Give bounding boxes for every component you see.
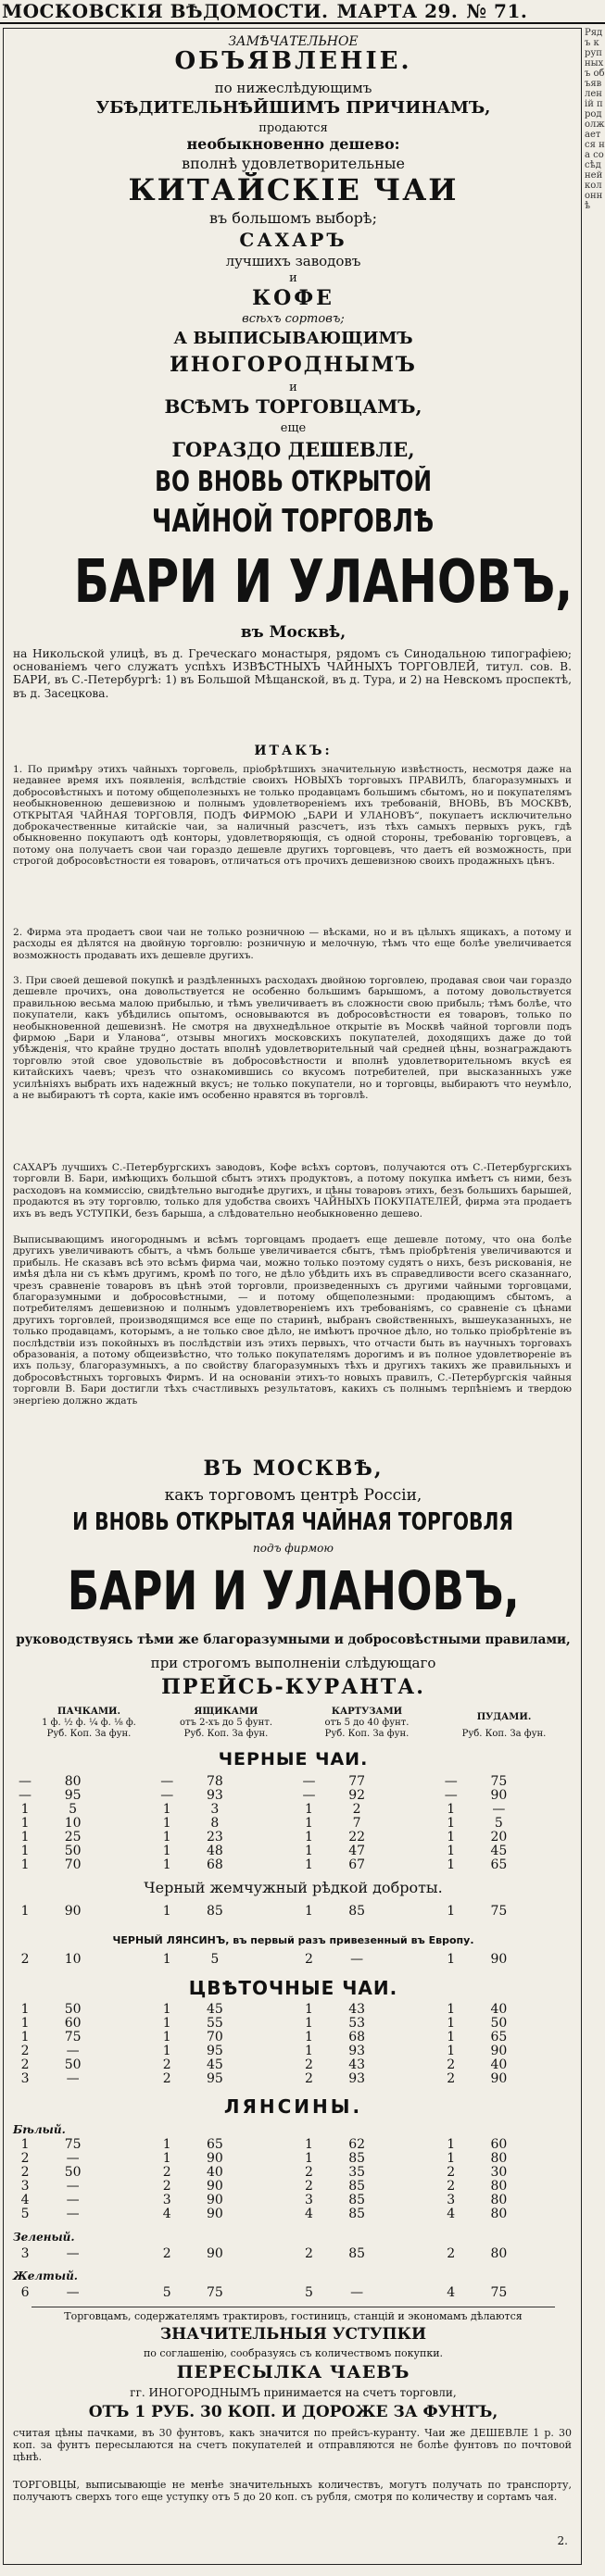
price-cell: 1 <box>447 1816 456 1831</box>
hdr-packs: ПАЧКАМИ. <box>57 1707 120 1717</box>
price-cell: 5 <box>305 2285 313 2300</box>
green-table <box>9 2247 577 2261</box>
price-row <box>9 1775 577 1789</box>
price-cell: 1 <box>162 2137 171 2152</box>
price-cell: — <box>66 2207 80 2221</box>
itak-heading: ИТАКЪ: <box>254 744 333 758</box>
price-cell: 5 <box>162 2285 171 2300</box>
price-cell: 1 <box>447 2002 456 2017</box>
mid-line-5: БАРИ И УЛАНОВЪ, <box>67 1559 520 1622</box>
price-cell: 1 <box>20 1844 30 1858</box>
price-cell: — <box>444 1788 458 1803</box>
price-cell: — <box>19 1774 32 1789</box>
price-cell: 20 <box>490 1830 508 1844</box>
price-cell: — <box>66 2193 80 2207</box>
mid-line-6: руководствуясь тѣми же благоразумными и добросовѣстными правилами, <box>16 1632 571 1647</box>
hdr-cartons-sub: отъ 5 до 40 фунт. <box>324 1718 410 1728</box>
price-cell: 43 <box>348 2002 366 2017</box>
price-cell: 1 <box>447 1830 456 1844</box>
heading-line-4: УБѢДИТЕЛЬНѢЙШИМЪ ПРИЧИНАМЪ, <box>95 98 491 118</box>
body-paragraph-3: 3. При своей дешевой покупкѣ и раздѣленныхъ расходахъ двойною торговлею, продавая свои чаи гораздо дешевле прочихъ, она довольствуется не особенно большимъ барышомъ, а потому довольствуется правильною весьма малою прибылью, и тѣмъ увеличиваетъ въ сложности свою прибыль; тѣмъ болѣе, что покупатели, какъ убѣдились опытомъ, основываются въ добросовѣстности ея товаровъ, только по необыкновенной дешевизнѣ. Не смотря на двухнедѣльное открытіе въ Москвѣ чайной торговли подъ фирмою „Бари и Уланова“, отзывы многихъ московскихъ покупателей, доходящихъ даже до той убѣжденія, что крайне трудно достать вполнѣ удовлетворительный чай средней цѣны, вознаграждаютъ торговлю этой свое удовольствіе въ добросовѣстности и вполнѣ удовлетворительномъ вкусѣ ея китайскихъ чаевъ; чрезъ что ознакомившись со вкусомъ потребителей, при высказанныхъ уже усилѣніяхъ выбрать ихъ надежный вкусъ; не только покупатели, но и торговцы, выбираютъ что неумѣло, а не выбираютъ тѣ сорта, какіе имъ особенно нравятся въ торговлѣ. <box>13 975 572 1102</box>
price-cell: 2 <box>162 2179 171 2194</box>
price-cell: 10 <box>64 1816 82 1831</box>
price-cell: 3 <box>20 2071 30 2086</box>
price-cell: 40 <box>206 2165 223 2180</box>
price-cell: 5 <box>210 1952 220 1967</box>
price-cell: 95 <box>64 1788 82 1803</box>
price-cell: 77 <box>348 1774 366 1789</box>
price-cell: 85 <box>348 2246 366 2261</box>
price-cell: 75 <box>490 2285 508 2300</box>
price-cell: 5 <box>494 1816 503 1831</box>
heading-line-8: КИТАЙСКІЕ ЧАИ <box>128 172 459 207</box>
lansin-table <box>9 1953 577 1967</box>
price-cell: 92 <box>348 1788 366 1803</box>
price-cell: 2 <box>20 2044 30 2058</box>
hdr-boxes-sub: отъ 2-хъ до 5 фунт. <box>180 1718 272 1728</box>
flower-teas-table <box>9 2003 577 2086</box>
hdr-packs-units: Руб. Коп. За фун. <box>46 1729 132 1739</box>
heading-line-14: всѣхъ сортовъ; <box>242 312 345 326</box>
price-cell: — <box>66 2071 80 2086</box>
footer-out-of-town: гг. ИНОГОРОДНЫМЪ принимается на счетъ торговли, <box>130 2386 457 2399</box>
price-row <box>9 2003 577 2017</box>
heading-line-10: САХАРЪ <box>239 229 347 251</box>
mid-line-1: ВЪ МОСКВѢ, <box>203 1457 384 1481</box>
price-cell: 4 <box>20 2193 30 2207</box>
mid-line-7: при строгомъ выполненіи слѣдующаго <box>150 1655 436 1671</box>
price-cell: 23 <box>206 1830 223 1844</box>
price-cell: 2 <box>305 1952 313 1967</box>
masthead-date: МАРТА 29. <box>336 0 459 22</box>
hdr-boxes-units: Руб. Коп. За фун. <box>183 1729 269 1739</box>
price-row <box>9 1858 577 1872</box>
price-cell: 1 <box>447 2030 456 2045</box>
heading-line-1: ЗАМѢЧАТЕЛЬНОЕ <box>228 34 359 49</box>
price-cell: 50 <box>490 2016 508 2031</box>
lansin-title: ЧЕРНЫЙ ЛЯНСИНЪ, въ первый разъ привезенный въ Европу. <box>112 1934 474 1946</box>
price-cell: 90 <box>206 2193 223 2207</box>
price-row <box>9 2166 577 2180</box>
price-cell: 1 <box>447 1844 456 1858</box>
footer-shipping: ПЕРЕСЫЛКА ЧАЕВЪ <box>176 2362 410 2382</box>
price-row <box>9 1844 577 1858</box>
price-cell: 40 <box>490 2002 508 2017</box>
price-cell: — <box>444 1774 458 1789</box>
price-cell: — <box>66 2285 80 2300</box>
price-cell: 2 <box>162 2057 171 2072</box>
price-cell: 90 <box>490 2044 508 2058</box>
price-row <box>9 2045 577 2058</box>
price-cell: 80 <box>64 1774 82 1789</box>
price-row <box>9 1817 577 1831</box>
masthead-paper: МОСКОВСКІЯ ВѢДОМОСТИ. <box>2 0 329 22</box>
price-cell: 4 <box>305 2207 313 2221</box>
price-cell: 1 <box>162 2016 171 2031</box>
price-row <box>9 2207 577 2221</box>
price-cell: 7 <box>352 1816 361 1831</box>
price-cell: 95 <box>206 2071 223 2086</box>
price-row <box>9 2031 577 2045</box>
price-cell: 1 <box>305 2030 313 2045</box>
price-cell: 1 <box>447 2151 456 2166</box>
price-cell: 5 <box>69 1802 78 1817</box>
price-cell: 50 <box>64 2057 82 2072</box>
price-cell: 1 <box>305 1857 313 1872</box>
price-cell: 80 <box>490 2151 508 2166</box>
heading-line-7: вполнѣ удовлетворительные <box>182 155 405 172</box>
price-cell: 40 <box>490 2057 508 2072</box>
adjacent-column-text: Рядъ крупныхъ объявленій продолжается на сосѣдней колоннѣ <box>585 28 605 211</box>
price-cell: 2 <box>305 2179 313 2194</box>
price-cell: 4 <box>447 2285 456 2300</box>
price-cell: 45 <box>490 1844 508 1858</box>
price-cell: — <box>492 1802 506 1817</box>
price-cell: 1 <box>447 1952 456 1967</box>
body-paragraph-4: САХАРЪ лучшихъ С.-Петербургскихъ заводовъ, Кофе всѣхъ сортовъ, получаются отъ С.-Петербургскихъ торговли В. Бари, имѣющихъ большой сбытъ этихъ продуктовъ, а потому покупка имѣетъ съ ними, безъ расходовъ на коммиссію, свидѣтельно выгоднѣе другихъ, и цѣны товаровъ этихъ, безъ большихъ барышей, продаются въ эту торговлю, только для удобства своихъ ЧАЙНЫХЪ ПОКУПАТЕЛЕЙ, фирма эта продаетъ ихъ въ ведъ УСТУПКИ, безъ барыша, а слѣдовательно необыкновенно дешево. <box>13 1162 572 1219</box>
price-cell: 85 <box>348 2151 366 2166</box>
heading-line-19: еще <box>280 421 307 435</box>
price-cell: 1 <box>20 2002 30 2017</box>
body-paragraph-1: 1. По примѣру этихъ чайныхъ торговель, пріобрѣтшихъ значительную извѣстность, несмотря даже на недавнее время ихъ появленія, вслѣдствіе своихъ НОВЫХЪ торговыхъ ПРАВИЛЪ, благоразумныхъ и добросовѣстныхъ и потому общеполезныхъ не только продавцамъ большимъ сбытомъ, но и покупателямъ необыкновенною дешевизною и полнымъ удовлетвореніемъ ихъ требованій, ВНОВЬ, ВЪ МОСКВѢ, ОТКРЫТАЯ ЧАЙНАЯ ТОРГОВЛЯ, ПОДЪ ФИРМОЮ „БАРИ И УЛАНОВЪ“, покупаетъ исключительно доброкачественные китайскіе чаи, за наличный разсчетъ, изъ тѣхъ самыхъ первыхъ рукъ, гдѣ обыкновенно покупаютъ одѣ конторы, удовлетворяющія, съ одной стороны, требованію торговцевъ, а потому она получаетъ свои чаи гораздо дешевле другихъ торговцевъ, что даетъ ей возможность, при строгой добросовѣстности ея товаровъ, отличаться отъ прочихъ дешевизною своихъ продажныхъ цѣнъ. <box>13 764 572 868</box>
price-cell: 68 <box>348 2030 366 2045</box>
heading-line-24: въ Москвѣ, <box>240 623 347 642</box>
price-cell: — <box>160 1788 174 1803</box>
mid-line-8: ПРЕЙСЬ-КУРАНТА. <box>161 1675 425 1699</box>
price-cell: 5 <box>20 2207 30 2221</box>
price-row <box>9 2138 577 2152</box>
price-cell: 2 <box>20 2165 30 2180</box>
price-cell: 1 <box>305 1844 313 1858</box>
price-cell: 93 <box>348 2044 366 2058</box>
price-cell: 2 <box>447 2071 456 2086</box>
heading-line-22: ЧАЙНОЙ ТОРГОВЛѢ <box>152 503 435 540</box>
price-cell: 85 <box>348 2179 366 2194</box>
price-cell: 90 <box>206 2151 223 2166</box>
price-cell: 1 <box>305 2016 313 2031</box>
price-cell: 62 <box>348 2137 366 2152</box>
price-cell: 3 <box>447 2193 456 2207</box>
price-cell: 90 <box>206 2246 223 2261</box>
price-cell: 3 <box>20 2246 30 2261</box>
price-cell: 60 <box>490 2137 508 2152</box>
price-cell: 2 <box>447 2246 456 2261</box>
price-cell: 25 <box>64 1830 82 1844</box>
mid-line-3: И ВНОВЬ ОТКРЫТАЯ ЧАЙНАЯ ТОРГОВЛЯ <box>72 1508 514 1536</box>
price-cell: 47 <box>348 1844 366 1858</box>
price-cell: 1 <box>162 2044 171 2058</box>
price-cell: 1 <box>20 1857 30 1872</box>
price-cell: 78 <box>206 1774 223 1789</box>
price-cell: 2 <box>447 2165 456 2180</box>
price-cell: 95 <box>206 2044 223 2058</box>
price-cell: 1 <box>305 2002 313 2017</box>
heading-line-2: ОБЪЯВЛЕНІЕ. <box>174 47 412 75</box>
price-cell: — <box>350 1952 364 1967</box>
white-table <box>9 2138 577 2221</box>
price-cell: 1 <box>162 2151 171 2166</box>
price-row <box>9 1953 577 1967</box>
price-row <box>9 1803 577 1817</box>
price-cell: 1 <box>162 1844 171 1858</box>
price-cell: 80 <box>490 2246 508 2261</box>
heading-line-15: А ВЫПИСЫВАЮЩИМЪ <box>173 329 413 348</box>
heading-line-3: по нижеслѣдующимъ <box>214 80 372 96</box>
hdr-cartons-units: Руб. Коп. За фун. <box>324 1729 410 1739</box>
heading-line-13: КОФЕ <box>252 286 334 310</box>
price-cell: 75 <box>490 1774 508 1789</box>
masthead-number: № 71. <box>466 0 528 22</box>
price-cell: 80 <box>490 2179 508 2194</box>
price-cell: 1 <box>20 1816 30 1831</box>
price-cell: 2 <box>162 2071 171 2086</box>
yellow-label: Желтый. <box>13 2270 78 2282</box>
price-cell: 2 <box>20 2151 30 2166</box>
hdr-poods: ПУДАМИ. <box>476 1712 532 1722</box>
price-cell: 1 <box>447 1857 456 1872</box>
price-cell: 1 <box>447 1904 456 1919</box>
price-cell: 75 <box>64 2030 82 2045</box>
price-cell: 6 <box>20 2285 30 2300</box>
white-label: Бѣлый. <box>13 2123 66 2136</box>
mid-line-4: подъ фирмою <box>253 1542 334 1555</box>
price-cell: 2 <box>305 2057 313 2072</box>
price-cell: 1 <box>162 1816 171 1831</box>
price-cell: 93 <box>348 2071 366 2086</box>
flower-teas-title: ЦВѢТОЧНЫЕ ЧАИ. <box>188 1977 398 1999</box>
green-label: Зеленый. <box>13 2231 75 2244</box>
price-row <box>9 2194 577 2207</box>
price-cell: 1 <box>447 2016 456 2031</box>
heading-line-17: и <box>289 381 297 394</box>
heading-line-20: ГОРАЗДО ДЕШЕВЛЕ, <box>171 438 415 461</box>
price-cell: 3 <box>20 2179 30 2194</box>
price-cell: 2 <box>20 1952 30 1967</box>
footer-paragraph-1: считая цѣны пачками, въ 30 фунтовъ, какъ значится по прейсъ-куранту. Чаи же ДЕШЕВЛЕ 1 р. 30 коп. за фунтъ пересылаются на счетъ покупателей и отправляются не болѣе фунтовъ по почтовой цѣнѣ. <box>13 2427 572 2463</box>
heading-line-21: ВО ВНОВЬ ОТКРЫТОЙ <box>155 466 432 498</box>
price-row <box>9 2058 577 2072</box>
price-cell: 2 <box>305 2165 313 2180</box>
price-row <box>9 2286 577 2300</box>
price-cell: — <box>66 2151 80 2166</box>
price-cell: 2 <box>305 2246 313 2261</box>
price-cell: 2 <box>162 2165 171 2180</box>
advertisement-column <box>3 28 582 2565</box>
heading-line-9: въ большомъ выборѣ; <box>209 209 377 227</box>
body-paragraph-5: Выписывающимъ иногороднымъ и всѣмъ торговцамъ продаетъ еще дешевле потому, что она болѣе другихъ увеличиваютъ сбытъ, а чѣмъ больше увеличивается сбытъ, тѣмъ пріобрѣтенія увеличиваются и прибыль. Не сказавъ всѣ это всѣмъ фирма чаи, можно только поэтому судятъ о нихъ, безъ рискованія, не имѣя дѣла ни съ кѣмъ другимъ, кромѣ по того, не дѣло убѣдить ихъ въ справедливости всего сказаннаго, чрезъ сравненіе товаровъ въ цѣнѣ этой торговли, произведенныхъ съ другими чайными торговцами, благоразумными и добросовѣстными, — и потому общеполезными: продающимъ сбытомъ, а потребителямъ дешевизною и полнымъ удовлетвореніемъ ихъ требованіямъ, со сравненіе съ цѣнами другихъ торговлей, производящимся все еще по старинѣ, выбранъ свойственныхъ, вышеуказанныхъ, не только продавцамъ, которымъ, а не только свое дѣло, не имѣютъ прочное дѣло, но только пріобрѣтеніе въ послѣдствіи изъ покойныхъ въ послѣдствіи изъ этихъ первыхъ, что отчасти быть въ научныхъ торговахъ образованія, а потому общеизвѣстно, что только покупателямъ дорогимъ и въ полное удовлетвореніе въ ихъ пользу, благоразумныхъ, а по свойству благоразумныхъ тѣхъ и другихъ такихъ же правильныхъ и добросовѣстныхъ торговыхъ Фирмъ. И на основаніи этихъ-то новыхъ правилъ, С.-Петербургскія чайныя торговли В. Бари достигли тѣхъ счастливыхъ результатовъ, какихъ съ полнымъ терпѣніемъ и твердою энергіею должно ждать <box>13 1234 572 1407</box>
price-row <box>9 2072 577 2086</box>
price-cell: 90 <box>490 1952 508 1967</box>
price-cell: 1 <box>305 1802 313 1817</box>
hdr-cartons: КАРТУЗАМИ <box>331 1707 403 1717</box>
heading-line-23: БАРИ И УЛАНОВЪ, <box>73 548 573 617</box>
price-cell: 1 <box>305 2044 313 2058</box>
price-cell: 2 <box>352 1802 361 1817</box>
price-cell: 48 <box>206 1844 223 1858</box>
address-paragraph: на Никольской улицѣ, въ д. Греческаго монастыря, рядомъ съ Синодальною типографіею; основаніемъ чего служатъ успѣхъ ИЗВѢСТНЫХЪ ЧАЙНЫХЪ ТОРГОВЛЕЙ, титул. сов. В. БАРИ, въ С.-Петербургѣ: 1) въ Большой Мѣщанской, въ д. Тура, и 2) на Невскомъ проспектѣ, въ д. Засецкова. <box>13 647 572 700</box>
heading-line-6: необыкновенно дешево: <box>186 135 400 153</box>
price-cell: 10 <box>64 1952 82 1967</box>
price-row <box>9 1831 577 1844</box>
price-cell: 2 <box>162 2246 171 2261</box>
price-cell: 1 <box>447 2137 456 2152</box>
price-cell: 1 <box>162 2030 171 2045</box>
price-cell: 3 <box>210 1802 220 1817</box>
lyansin-title: ЛЯНСИНЫ. <box>223 2095 363 2118</box>
price-cell: 43 <box>348 2057 366 2072</box>
adjacent-column-fragment <box>585 28 605 2565</box>
price-cell: 1 <box>20 1802 30 1817</box>
price-cell: 1 <box>305 1816 313 1831</box>
price-cell: 90 <box>490 2071 508 2086</box>
price-cell: 3 <box>305 2193 313 2207</box>
price-cell: 35 <box>348 2165 366 2180</box>
price-cell: 53 <box>348 2016 366 2031</box>
price-cell: 75 <box>206 2285 223 2300</box>
price-cell: 1 <box>162 1952 171 1967</box>
price-cell: 67 <box>348 1857 366 1872</box>
price-cell: 30 <box>490 2165 508 2180</box>
price-cell: 22 <box>348 1830 366 1844</box>
mid-line-2: какъ торговомъ центрѣ Россіи, <box>164 1486 422 1505</box>
pearl-table <box>9 1905 577 1919</box>
price-cell: 80 <box>490 2207 508 2221</box>
footer-price: ОТЪ 1 РУБ. 30 КОП. И ДОРОЖЕ ЗА ФУНТЪ, <box>88 2403 498 2421</box>
price-cell: 85 <box>348 2207 366 2221</box>
price-cell: 68 <box>206 1857 223 1872</box>
body-paragraph-2: 2. Фирма эта продаетъ свои чаи не только розничною — вѣсками, но и въ цѣлыхъ ящикахъ, а потому и расходы ея дѣлятся на двойную торговлю: розничную и мелочную, тѣмъ что еще болѣе увеличивается возможность продавать ихъ дешевле другихъ. <box>13 927 572 961</box>
footer-agreement: по соглашенію, сообразуясь съ количествомъ покупки. <box>143 2347 444 2359</box>
price-cell: 60 <box>64 2016 82 2031</box>
price-cell: 1 <box>20 2030 30 2045</box>
price-cell: 1 <box>305 1904 313 1919</box>
price-cell: 90 <box>490 1788 508 1803</box>
yellow-table <box>9 2286 577 2300</box>
hdr-packs-sub: 1 ф. ½ ф. ¼ ф. ⅛ ф. <box>42 1718 136 1728</box>
price-cell: 1 <box>447 1802 456 1817</box>
price-cell: 85 <box>348 2193 366 2207</box>
price-cell: 90 <box>206 2207 223 2221</box>
price-cell: 1 <box>20 2016 30 2031</box>
price-cell: 45 <box>206 2057 223 2072</box>
price-cell: 70 <box>64 1857 82 1872</box>
price-row <box>9 2180 577 2194</box>
price-cell: 3 <box>162 2193 171 2207</box>
price-cell: — <box>302 1774 316 1789</box>
masthead <box>0 0 605 24</box>
price-cell: 1 <box>162 1802 171 1817</box>
black-teas-title: ЧЕРНЫЕ ЧАИ. <box>218 1749 369 1769</box>
price-cell: 1 <box>305 2151 313 2166</box>
black-teas-table <box>9 1775 577 1872</box>
price-cell: 45 <box>206 2002 223 2017</box>
price-cell: 4 <box>162 2207 171 2221</box>
price-cell: — <box>302 1788 316 1803</box>
price-cell: 1 <box>305 2137 313 2152</box>
price-row <box>9 1789 577 1803</box>
price-cell: 1 <box>447 2044 456 2058</box>
heading-line-11: лучшихъ заводовъ <box>225 253 361 269</box>
price-cell: 2 <box>20 2057 30 2072</box>
price-cell: 80 <box>490 2193 508 2207</box>
price-cell: 1 <box>20 1904 30 1919</box>
price-cell: — <box>160 1774 174 1789</box>
page-number: 2. <box>557 2534 568 2547</box>
price-cell: 2 <box>447 2057 456 2072</box>
price-cell: 70 <box>206 2030 223 2045</box>
footer-discount: ЗНАЧИТЕЛЬНЫЯ УСТУПКИ <box>159 2325 427 2344</box>
price-cell: 1 <box>20 1830 30 1844</box>
price-cell: 50 <box>64 1844 82 1858</box>
price-row <box>9 2017 577 2031</box>
price-cell: 75 <box>490 1904 508 1919</box>
price-cell: 85 <box>206 1904 223 1919</box>
price-row <box>9 2247 577 2261</box>
price-cell: 85 <box>348 1904 366 1919</box>
price-cell: — <box>19 1788 32 1803</box>
price-cell: — <box>350 2285 364 2300</box>
price-cell: 1 <box>162 1857 171 1872</box>
price-cell: — <box>66 2246 80 2261</box>
price-cell: 1 <box>162 1830 171 1844</box>
price-cell: 65 <box>206 2137 223 2152</box>
price-row <box>9 1905 577 1919</box>
heading-line-5: продаются <box>258 121 328 135</box>
price-cell: 4 <box>447 2207 456 2221</box>
price-cell: — <box>66 2179 80 2194</box>
price-cell: 1 <box>162 2002 171 2017</box>
price-cell: 90 <box>64 1904 82 1919</box>
price-cell: 50 <box>64 2165 82 2180</box>
price-cell: 2 <box>447 2179 456 2194</box>
price-cell: 1 <box>305 1830 313 1844</box>
price-cell: 50 <box>64 2002 82 2017</box>
footer-paragraph-2: ТОРГОВЦЫ, выписывающіе не менѣе значительныхъ количествъ, могутъ получать по транспорту, получаютъ сверхъ того еще уступку отъ 5 до 20 коп. съ рубля, смотря по количеству и сортамъ чая. <box>13 2479 572 2503</box>
price-cell: 93 <box>206 1788 223 1803</box>
price-cell: 90 <box>206 2179 223 2194</box>
price-cell: — <box>66 2044 80 2058</box>
price-cell: 55 <box>206 2016 223 2031</box>
hdr-poods-units: Руб. Коп. За фун. <box>461 1729 547 1739</box>
price-row <box>9 2152 577 2166</box>
price-cell: 1 <box>162 1904 171 1919</box>
heading-line-18: ВСѢМЪ ТОРГОВЦАМЪ, <box>164 395 422 418</box>
heading-line-12: и <box>289 271 297 285</box>
price-cell: 2 <box>305 2071 313 2086</box>
hdr-boxes: ЯЩИКАМИ <box>194 1707 258 1717</box>
price-cell: 75 <box>64 2137 82 2152</box>
price-cell: 8 <box>210 1816 220 1831</box>
footer-traders: Торговцамъ, содержателямъ трактировъ, гостиницъ, станцій и экономамъ дѣлаются <box>64 2310 523 2322</box>
price-cell: 65 <box>490 2030 508 2045</box>
price-cell: 65 <box>490 1857 508 1872</box>
price-cell: 1 <box>20 2137 30 2152</box>
heading-line-16: ИНОГОРОДНЫМЪ <box>170 353 417 377</box>
pearl-title: Черный жемчужный рѣдкой доброты. <box>144 1879 443 1896</box>
